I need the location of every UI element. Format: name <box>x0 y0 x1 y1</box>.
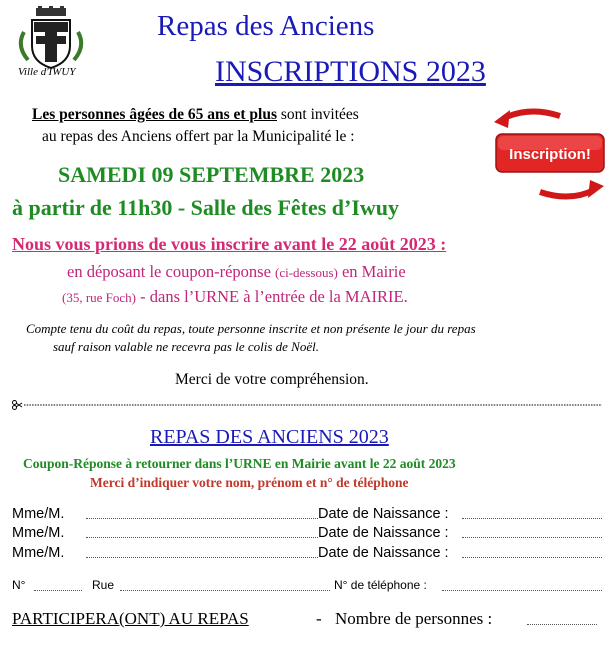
event-date: SAMEDI 09 SEPTEMBRE 2023 <box>58 162 365 187</box>
number-field[interactable] <box>34 590 82 591</box>
number-label: N° <box>12 578 26 592</box>
participate-label: PARTICIPERA(ONT) AU REPAS <box>12 609 249 628</box>
deposit-l1c: en Mairie <box>337 262 406 281</box>
phone-field[interactable] <box>442 590 602 591</box>
cut-line <box>12 400 602 410</box>
badge-text: Inscription! <box>509 146 591 163</box>
name-label: Mme/M. <box>12 545 65 561</box>
deposit-line-1 <box>67 262 406 282</box>
name-field[interactable] <box>86 518 318 519</box>
deposit-l1a: en déposant le coupon-réponse <box>67 262 276 281</box>
deposit-l1b: (ci-dessous) <box>275 265 338 280</box>
deposit-l2a: (35, rue Foch) <box>62 290 137 305</box>
name-label: Mme/M. <box>12 525 65 541</box>
form-subtitle-1: Coupon-Réponse à retourner dans l’URNE en Mairie avant le 22 août 2023 <box>23 456 456 471</box>
intro-highlight: Les personnes âgées de 65 ans et plus <box>32 106 278 123</box>
logo-caption: Ville d'IWUY <box>18 66 76 78</box>
name-field[interactable] <box>86 537 318 538</box>
birth-label: Date de Naissance : <box>318 525 449 541</box>
scissors-icon <box>13 401 23 410</box>
attendee-row <box>12 525 604 543</box>
registration-deadline: Nous vous prions de vous inscrire avant le 22 août 2023 : <box>12 234 447 254</box>
intro-line-2: au repas des Anciens offert par la Municipalité le : <box>42 128 355 145</box>
title-line-2: INSCRIPTIONS 2023 <box>215 55 486 88</box>
note-line-1: Compte tenu du coût du repas, toute personne inscrite et non présente le jour du repas <box>26 321 476 336</box>
count-label: Nombre de personnes : <box>335 609 493 628</box>
phone-label: N° de téléphone : <box>334 578 427 592</box>
name-label: Mme/M. <box>12 506 65 522</box>
birth-field[interactable] <box>462 537 602 538</box>
form-title: REPAS DES ANCIENS 2023 <box>150 426 389 448</box>
street-label: Rue <box>92 578 115 592</box>
birth-label: Date de Naissance : <box>318 545 449 561</box>
participate-dash: - <box>316 609 322 628</box>
deposit-line-2 <box>62 287 408 307</box>
birth-label: Date de Naissance : <box>318 506 449 522</box>
name-field[interactable] <box>86 557 318 558</box>
count-field[interactable] <box>527 624 597 625</box>
form-subtitle-2: Merci d’indiquer votre nom, prénom et n° de téléphone <box>90 475 409 490</box>
address-row <box>12 578 604 596</box>
intro-rest: sont invitées <box>277 106 359 123</box>
thanks-text: Merci de votre compréhension. <box>175 371 369 388</box>
attendee-row <box>12 506 604 524</box>
intro-line-1 <box>32 106 359 124</box>
event-time-place: à partir de 11h30 - Salle des Fêtes d’Iwuy <box>12 195 400 220</box>
title-line-1: Repas des Anciens <box>157 10 375 42</box>
deposit-l2b: - dans l’URNE à l’entrée de la MAIRIE. <box>136 287 408 306</box>
note-line-2: sauf raison valable ne recevra pas le colis de Noël. <box>53 339 319 354</box>
inscription-badge <box>490 108 608 200</box>
attendee-row <box>12 545 604 563</box>
birth-field[interactable] <box>462 518 602 519</box>
birth-field[interactable] <box>462 557 602 558</box>
street-field[interactable] <box>120 590 330 591</box>
